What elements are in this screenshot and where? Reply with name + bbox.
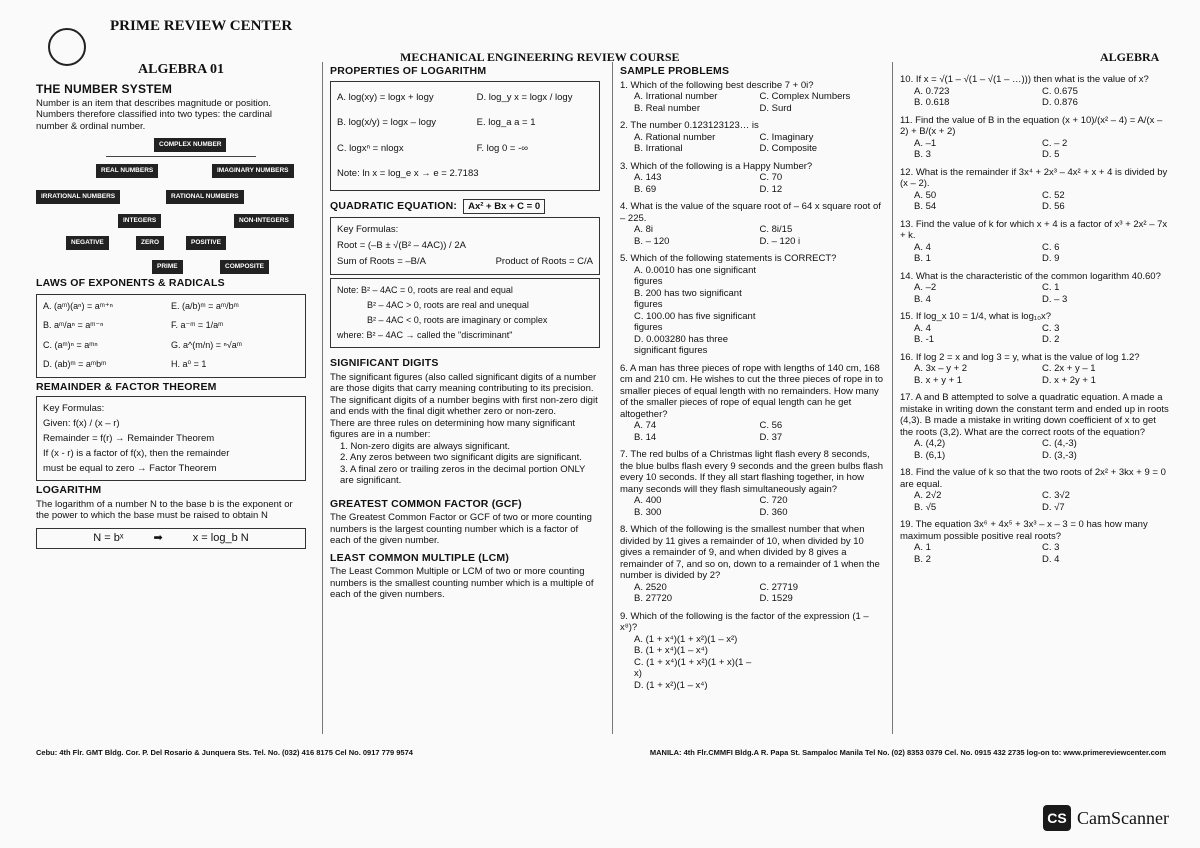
question-options [900,282,1170,305]
question-option: D. 1529 [759,593,793,604]
question-option: B. 200 has two significant figures [634,287,742,310]
question-option: B. (6,1) [914,449,946,461]
node-positive: POSITIVE [186,236,226,250]
course-title: MECHANICAL ENGINEERING REVIEW COURSE [400,50,680,64]
question [900,219,1170,265]
disc-note-2: B² – 4AC > 0, roots are real and unequal [367,300,529,310]
node-irrational: IRRATIONAL NUMBERS [36,190,120,204]
question-option: D. 37 [759,431,783,443]
disc-note-1: Note: B² – 4AC = 0, roots are real and equal [337,285,513,295]
question-option: A. 3x – y + 2 [914,363,968,374]
question [620,449,885,518]
seal-logo-icon [48,28,86,66]
prop-e: E. log_a a = 1 [476,117,536,128]
sig-rule-3: 3. A final zero or trailing zeros in the decimal portion ONLY are significant. [340,463,586,486]
org-title: PRIME REVIEW CENTER [110,18,293,34]
node-complex: COMPLEX NUMBER [154,138,226,152]
question [900,467,1170,513]
camscanner-logo-icon: CS [1043,805,1071,831]
question-option: B. Irrational [634,143,683,154]
law-g: G. a^(m/n) = ⁿ√aᵐ [171,339,242,350]
sig-rule-2: 2. Any zeros between two significant digits are significant. [340,452,582,463]
question-option: C. 3 [1042,322,1060,334]
log-formula-box [36,528,306,550]
question [900,74,1170,109]
question-option: A. 74 [634,420,657,431]
question-option: B. 69 [634,183,657,195]
discriminant-box [330,278,600,348]
question-option: A. 400 [634,495,662,506]
law-h: H. a⁰ = 1 [171,359,207,369]
sig-rules-intro: There are three rules on determining how many significant figures are in a number: [330,417,576,440]
prop-c: C. logxⁿ = nlogx [337,142,404,154]
node-integers: INTEGERS [118,214,161,228]
question-option: B. 2 [914,553,931,565]
question-option: D. 0.876 [1042,97,1078,108]
question-stem: 12. What is the remainder if 3x⁴ + 2x³ – 4x² + x + 4 is divided by (x – 2). [900,166,1168,189]
question-stem: 10. If x = √(1 – √(1 – √(1 – …))) then what is the value of x? [900,74,1149,85]
question-option: A. 0.0010 has one significant figures [634,264,757,287]
law-b: B. aᵐ/aⁿ = aᵐ⁻ⁿ [43,320,104,330]
question [620,80,885,115]
section-props: PROPERTIES OF LOGARITHM [330,65,487,77]
question-options [900,363,1170,386]
remainder-theorem: Remainder = f(r) → Remainder Theorem [43,433,215,444]
question [900,352,1170,387]
disc-note-4: where: B² – 4AC → called the "discriminant" [337,330,513,340]
subject-title: ALGEBRA [1100,50,1160,64]
question-options [900,323,1170,346]
question-option: A. 2520 [634,581,667,593]
section-laws: LAWS OF EXPONENTS & RADICALS [36,277,225,289]
question-option: B. 300 [634,506,662,518]
gcf-definition: The Greatest Common Factor or GCF of two or more counting numbers is the largest counting number which is a factor of each of the given number. [330,512,592,546]
law-a: A. (aᵐ)(aⁿ) = aᵐ⁺ⁿ [43,300,113,311]
question-option: A. Irrational number [634,91,718,102]
question-option: B. 27720 [634,593,673,604]
arrow-right-icon: ➡ [153,531,163,544]
question-option: C. 720 [759,495,788,506]
question-options [620,265,885,357]
question-option: D. 360 [759,506,788,518]
question [620,120,885,155]
node-non-integers: NON-INTEGERS [234,214,294,228]
remainder-key: Key Formulas: [43,403,105,414]
question-stem: 7. The red bulbs of a Christmas light flash every 8 seconds, the blue bulbs flash every 9 seconds and the green bulbs flash every 10 seconds. If they all start flashing together, in how many seconds will they flash simultaneously again? [620,449,884,495]
question-option: B. 0.618 [914,97,950,108]
question-options [900,190,1170,213]
question-option [760,288,886,311]
node-negative: NEGATIVE [66,236,109,250]
question-options [620,91,885,114]
section-lcm: LEAST COMMON MULTIPLE (LCM) [330,551,510,564]
laws-box [36,294,306,378]
section-gcf: GREATEST COMMON FACTOR (GCF) [330,497,522,510]
question-stem: 6. A man has three pieces of rope with lengths of 140 cm, 168 cm and 210 cm. He wishes to cut the three pieces of rope in to smaller pieces of equal length with no remainders. How many of the smaller pieces of rope of equal length can he get altogether? [620,362,883,420]
sample-questions [620,80,885,692]
question [900,392,1170,461]
node-composite: COMPOSITE [220,260,269,274]
number-tree [36,136,306,256]
column-divider [612,62,613,734]
question-option: A. 8i [634,224,654,235]
question-stem: 14. What is the characteristic of the common logarithm 40.60? [900,270,1161,282]
question-option: A. 4 [914,241,931,253]
question-option: C. 27719 [759,581,799,593]
question-stem: 3. Which of the following is a Happy Number? [620,160,813,172]
question-option: C. 100.00 has five significant figures [634,310,756,333]
question-options [620,172,885,195]
column-2 [330,62,600,601]
question-option [760,265,886,288]
disc-note-3: B² – 4AC < 0, roots are imaginary or complex [367,315,548,325]
question-option: A. 4 [914,322,931,334]
question-option: A. 143 [634,172,662,183]
section-significant: SIGNIFICANT DIGITS [330,357,439,369]
question-option: C. 2x + y – 1 [1042,363,1096,374]
question [620,253,885,357]
question-stem: 4. What is the value of the square root of – 64 x square root of – 225. [620,201,881,224]
prop-a: A. log(xy) = logx + logy [337,91,434,103]
question-option: A. 0.723 [914,85,950,97]
question-options [620,420,885,443]
question-options [900,438,1170,461]
column-divider [892,62,893,734]
question-option: A. 1 [914,542,931,553]
question-option: D. – 3 [1042,293,1068,305]
node-imaginary: IMAGINARY NUMBERS [212,164,294,178]
question-option: D. 9 [1042,253,1060,264]
question-option: C. 56 [759,420,783,431]
quad-heading [330,199,600,215]
column-1 [36,80,306,552]
column-3 [620,62,885,697]
law-e: E. (a/b)ᵐ = aᵐ/bᵐ [171,300,239,311]
quad-sum: Sum of Roots = –B/A [337,256,426,267]
question-stem: 13. Find the value of k for which x + 4 is a factor of x³ + 2x² – 7x + k. [900,218,1168,241]
question-stem: 15. If log_x 10 = 1/4, what is log₁₀x? [900,311,1052,322]
question-option: B. 1 [914,253,931,264]
quad-equation: Ax² + Bx + C = 0 [463,199,545,215]
question-options [900,138,1170,161]
question-option: C. 1 [1042,282,1060,293]
question [900,271,1170,306]
number-definition: Number is an item that describes magnitude or position. Numbers therefore classified into two types: the cardinal number & ordinal number. [36,97,273,132]
question-option: B. 4 [914,293,931,305]
question [900,167,1170,213]
question-option: C. (4,-3) [1042,438,1077,449]
question-option: D. x + 2y + 1 [1042,374,1096,386]
question-options [620,132,885,155]
question-option: D. Composite [759,143,818,154]
question-option: C. 6 [1042,241,1060,253]
question-option [760,311,886,334]
question [620,524,885,605]
question-options [620,495,885,518]
question-option: C. Imaginary [759,131,814,143]
more-questions [900,74,1170,565]
question-option: D. 5 [1042,149,1060,160]
question [620,363,885,444]
question-option: C. 3√2 [1042,490,1070,501]
question-option: A. (4,2) [914,438,946,449]
prop-f: F. log 0 = -∞ [476,142,529,154]
quad-root: Root = (–B ± √(B² – 4AC)) / 2A [337,240,466,251]
log-formula-left: N = bˣ [93,531,124,544]
question-option: B. x + y + 1 [914,374,963,386]
question-option: C. 52 [1042,189,1065,201]
factor-theorem-2: must be equal to zero → Factor Theorem [43,463,217,474]
question-stem: 9. Which of the following is the factor of the expression (1 – x⁸)? [620,610,869,633]
node-zero: ZERO [136,236,164,250]
sig-rule-1: 1. Non-zero digits are always significant. [340,440,511,452]
section-remainder: REMAINDER & FACTOR THEOREM [36,380,217,393]
prop-b: B. log(x/y) = logx – logy [337,117,437,128]
question-stem: 16. If log 2 = x and log 3 = y, what is the value of log 1.2? [900,351,1140,363]
question-option: A. –2 [914,282,937,293]
question-option: C. (1 + x⁴)(1 + x²)(1 + x)(1 – x) [634,656,752,679]
question-option: B. -1 [914,334,935,345]
question-option: C. 0.675 [1042,85,1078,97]
question-option: B. 54 [914,201,937,212]
question-option [760,680,886,692]
question [900,311,1170,346]
quad-product: Product of Roots = C/A [495,256,593,267]
question [620,611,885,692]
law-f: F. a⁻ᵐ = 1/aᵐ [171,320,224,330]
props-box [330,81,600,191]
question-stem: 8. Which of the following is the smallest number that when divided by 11 gives a remainder of 10, when divided by 10 gives a remainder of 9, and when divided by 8 gives a remainder of 7, and so on, down to a remainder of 1 when the number is divided by 2? [620,524,880,581]
question-options [900,542,1170,565]
question-option: A. –1 [914,137,937,149]
question [900,115,1170,161]
law-c: C. (aᵐ)ⁿ = aᵐⁿ [43,339,98,350]
sig-definition: The significant figures (also called significant digits of a number are those digits that carry meaning contributing to its precision. The significant digits of a number begins with first non-zero digit and ends with the final digit whether zero or non-zero. [330,371,598,417]
question-option: B. (1 + x⁴)(1 – x⁴) [634,645,708,656]
column-divider [322,62,323,734]
question-option [760,645,886,657]
section-number-system: THE NUMBER SYSTEM [36,82,173,96]
lcm-definition: The Least Common Multiple or LCM of two or more counting numbers is the smallest counting number which is a multiple of each of the given numbers. [330,566,594,600]
question-stem: 18. Find the value of k so that the two roots of 2x² + 3kx + 9 = 0 are equal. [900,467,1166,490]
question-option: C. 3 [1042,542,1060,553]
remainder-given: Given: f(x) / (x – r) [43,418,120,429]
section-log: LOGARITHM [36,484,102,496]
question-option: A. 50 [914,189,937,201]
node-prime: PRIME [152,260,183,274]
question [620,161,885,196]
question-option: A. Rational number [634,131,716,143]
question-option: B. – 120 [634,235,670,247]
question-option: D. 0.003280 has three significant figures [634,333,729,356]
log-formula-right: x = log_b N [192,531,249,544]
question-option: B. √5 [914,501,937,513]
question-option: D. – 120 i [759,235,801,247]
section-quadratic: QUADRATIC EQUATION: [330,199,458,212]
question-option: D. √7 [1042,501,1065,513]
question-stem: 5. Which of the following statements is CORRECT? [620,253,837,264]
question-option: C. Complex Numbers [759,91,851,102]
question-options [900,490,1170,513]
question-options [900,86,1170,109]
question-stem: 19. The equation 3x⁶ + 4x⁵ + 3x³ – x – 3 = 0 has how many maximum possible positive real roots? [900,519,1148,542]
question-option: D. (3,-3) [1042,449,1077,461]
section-sample: SAMPLE PROBLEMS [620,65,730,77]
question-stem: 2. The number 0.123123123… is [620,120,759,131]
column-4 [900,74,1170,571]
question [900,519,1170,565]
question-option: D. 12 [759,183,783,195]
question-options [620,582,885,605]
question-option: D. Surd [759,102,792,114]
log-definition: The logarithm of a number N to the base b is the exponent or the power to which the base must be raised to obtain N [36,498,293,521]
node-real: REAL NUMBERS [96,164,158,178]
question-option: A. (1 + x⁴)(1 + x²)(1 – x²) [634,633,738,645]
question-options [620,224,885,247]
question-stem: 11. Find the value of B in the equation (x + 10)/(x² – 4) = A/(x – 2) + B/(x + 2) [900,114,1163,137]
question-option: A. 2√2 [914,490,942,501]
prop-d: D. log_y x = logx / logy [476,91,573,103]
question-options [900,242,1170,265]
node-rational: RATIONAL NUMBERS [166,190,244,204]
question-option: D. 56 [1042,201,1065,212]
camscanner-watermark [1043,805,1169,831]
quad-key: Key Formulas: [337,224,399,235]
question-option: B. 14 [634,431,657,443]
question-option [760,334,886,357]
question-option [760,657,886,680]
question-option: D. (1 + x²)(1 – x⁴) [634,679,708,691]
remainder-box [36,396,306,481]
question-option: C. 70 [759,172,783,183]
quad-formula-box [330,217,600,275]
question-option: C. 8i/15 [759,224,793,235]
footer-manila: MANILA: 4th Flr.CMMFI Bldg.A R. Papa St. Sampaloc Manila Tel No. (02) 8353 0379 Cel. No. 0915 432 2735 log-on to: www.primereviewcenter.com [649,748,1166,757]
question [620,201,885,247]
question-option [760,634,886,646]
question-stem: 17. A and B attempted to solve a quadratic equation. A made a mistake in writing down the constant term and ended up in roots (4,3). B made a mistake in writing down coefficient of x to get the roots (3,2). What are the correct roots of the equation? [900,392,1169,438]
law-d: D. (ab)ᵐ = aᵐbᵐ [43,359,107,369]
question-option: D. 2 [1042,334,1060,345]
factor-theorem-1: If (x - r) is a factor of f(x), then the remainder [43,448,230,459]
doc-title: ALGEBRA 01 [138,62,224,77]
question-options [620,634,885,692]
question-option: B. Real number [634,102,701,114]
question-option: D. 4 [1042,553,1060,565]
question-stem: 1. Which of the following best describe 7 + 0i? [620,79,814,91]
footer-cebu: Cebu: 4th Flr. GMT Bldg. Cor. P. Del Rosario & Junquera Sts. Tel. No. (032) 416 8175 Cel No. 0917 779 9574 [36,748,413,757]
camscanner-text: CamScanner [1077,807,1169,828]
question-option: B. 3 [914,149,931,160]
props-note: Note: ln x = log_e x → e = 2.7183 [337,168,479,179]
question-option: C. – 2 [1042,137,1068,149]
footer [36,748,1166,757]
